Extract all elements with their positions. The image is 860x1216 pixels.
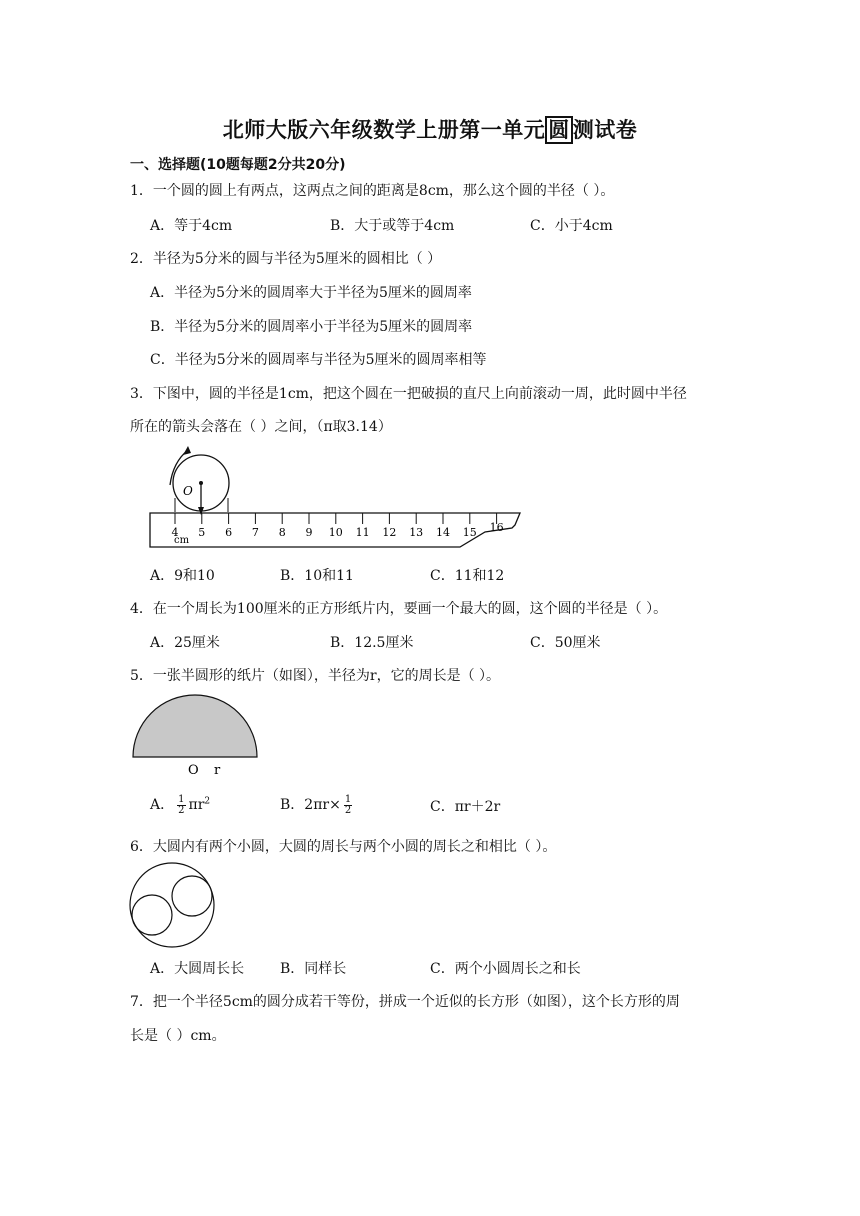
fraction: $\frac{1}{2}$ bbox=[178, 793, 185, 816]
small-circle-left bbox=[132, 895, 172, 935]
semicircle-label-r: r bbox=[214, 763, 221, 778]
center-label: O bbox=[183, 484, 193, 498]
question-5-option-c: C．πr＋2r bbox=[430, 799, 501, 815]
question-4-option-a: A．25厘米 bbox=[150, 635, 220, 651]
ruler-tick-label-6: 6 bbox=[225, 526, 233, 539]
question-5-stem: 5．一张半圆形的纸片（如图），半径为r，它的周长是（ ）。 bbox=[130, 668, 501, 684]
question-7-stem-line-1: 7．把一个半径5cm的圆分成若干等份，拼成一个近似的长方形（如图），这个长方形的周 bbox=[130, 994, 680, 1010]
question-1-option-c: C．小于4cm bbox=[530, 218, 613, 234]
question-3-option-c: C．11和12 bbox=[430, 568, 505, 584]
ruler-tick-label-12: 12 bbox=[382, 526, 397, 539]
ruler-tick-label-7: 7 bbox=[251, 526, 259, 539]
ruler-tick-label-8: 8 bbox=[278, 526, 286, 539]
question-3-option-a: A．9和10 bbox=[150, 568, 215, 584]
ruler-figure bbox=[140, 440, 540, 555]
question-6-stem: 6．大圆内有两个小圆，大圆的周长与两个小圆的周长之和相比（ ）。 bbox=[130, 839, 557, 855]
circles-figure bbox=[128, 860, 216, 950]
question-2-option-b: B．半径为5分米的圆周率小于半径为5厘米的圆周率 bbox=[150, 319, 473, 335]
question-1-stem: 1．一个圆的圆上有两点，这两点之间的距离是8cm，那么这个圆的半径（ ）。 bbox=[130, 183, 615, 199]
question-5-option-b: B．2πr× $\frac{1}{2}$ bbox=[280, 793, 352, 816]
title-before: 北师大版六年级数学上册第一单元 bbox=[222, 118, 546, 142]
ruler-tick-label-9: 9 bbox=[305, 526, 313, 539]
question-1-option-b: B．大于或等于4cm bbox=[330, 218, 455, 234]
semicircle-shape bbox=[133, 695, 257, 757]
question-4-stem: 4．在一个周长为100厘米的正方形纸片内，要画一个最大的圆，这个圆的半径是（ ）。 bbox=[130, 601, 668, 617]
question-1-option-a: A．等于4cm bbox=[150, 218, 233, 234]
small-circle-right bbox=[172, 876, 212, 916]
big-circle bbox=[130, 863, 214, 947]
question-2-option-c: C．半径为5分米的圆周率与半径为5厘米的圆周率相等 bbox=[150, 352, 487, 368]
fraction: $\frac{1}{2}$ bbox=[344, 793, 352, 816]
question-2-option-a: A．半径为5分米的圆周率大于半径为5厘米的圆周率 bbox=[150, 285, 472, 301]
ruler-tick-label-16: 16 bbox=[489, 521, 504, 534]
page-title bbox=[0, 114, 860, 144]
section-heading: 一、选择题(10题每题2分共20分) bbox=[130, 157, 346, 173]
question-6-option-c: C．两个小圆周长之和长 bbox=[430, 961, 581, 977]
question-7-stem-line-2: 长是（ ）cm。 bbox=[130, 1028, 226, 1044]
title-after: 测试卷 bbox=[572, 118, 638, 142]
ruler-tick-label-11: 11 bbox=[355, 526, 370, 539]
ruler-tick-label-4: 4 bbox=[171, 526, 179, 539]
question-3-stem-line-2: 所在的箭头会落在（ ）之间，（π取3.14） bbox=[130, 419, 392, 435]
ruler-tick-label-15: 15 bbox=[462, 526, 477, 539]
ruler-tick-label-10: 10 bbox=[328, 526, 343, 539]
question-3-option-b: B．10和11 bbox=[280, 568, 354, 584]
question-6-option-b: B．同样长 bbox=[280, 961, 347, 977]
question-3-stem-line-1: 3．下图中，圆的半径是1cm，把这个圆在一把破损的直尺上向前滚动一周，此时圆中半径 bbox=[130, 386, 687, 402]
question-4-option-b: B．12.5厘米 bbox=[330, 635, 414, 651]
question-5-option-a: A． $\frac{1}{2}$ $\pi r^2$ bbox=[150, 793, 211, 816]
ruler-ticks bbox=[172, 513, 504, 539]
question-6-option-a: A．大圆周长长 bbox=[150, 961, 245, 977]
ruler-unit-label: cm bbox=[174, 535, 190, 546]
ruler-tick-label-5: 5 bbox=[198, 526, 206, 539]
title-boxed-char: 圆 bbox=[545, 116, 573, 144]
question-4-option-c: C．50厘米 bbox=[530, 635, 601, 651]
ruler-tick-label-14: 14 bbox=[436, 526, 450, 539]
question-2-stem: 2．半径为5分米的圆与半径为5厘米的圆相比（ ） bbox=[130, 251, 442, 267]
ruler-tick-label-13: 13 bbox=[409, 526, 424, 539]
rolling-arrowhead bbox=[183, 446, 191, 455]
semicircle-label-o: O bbox=[188, 763, 199, 778]
semicircle-figure bbox=[130, 692, 265, 778]
